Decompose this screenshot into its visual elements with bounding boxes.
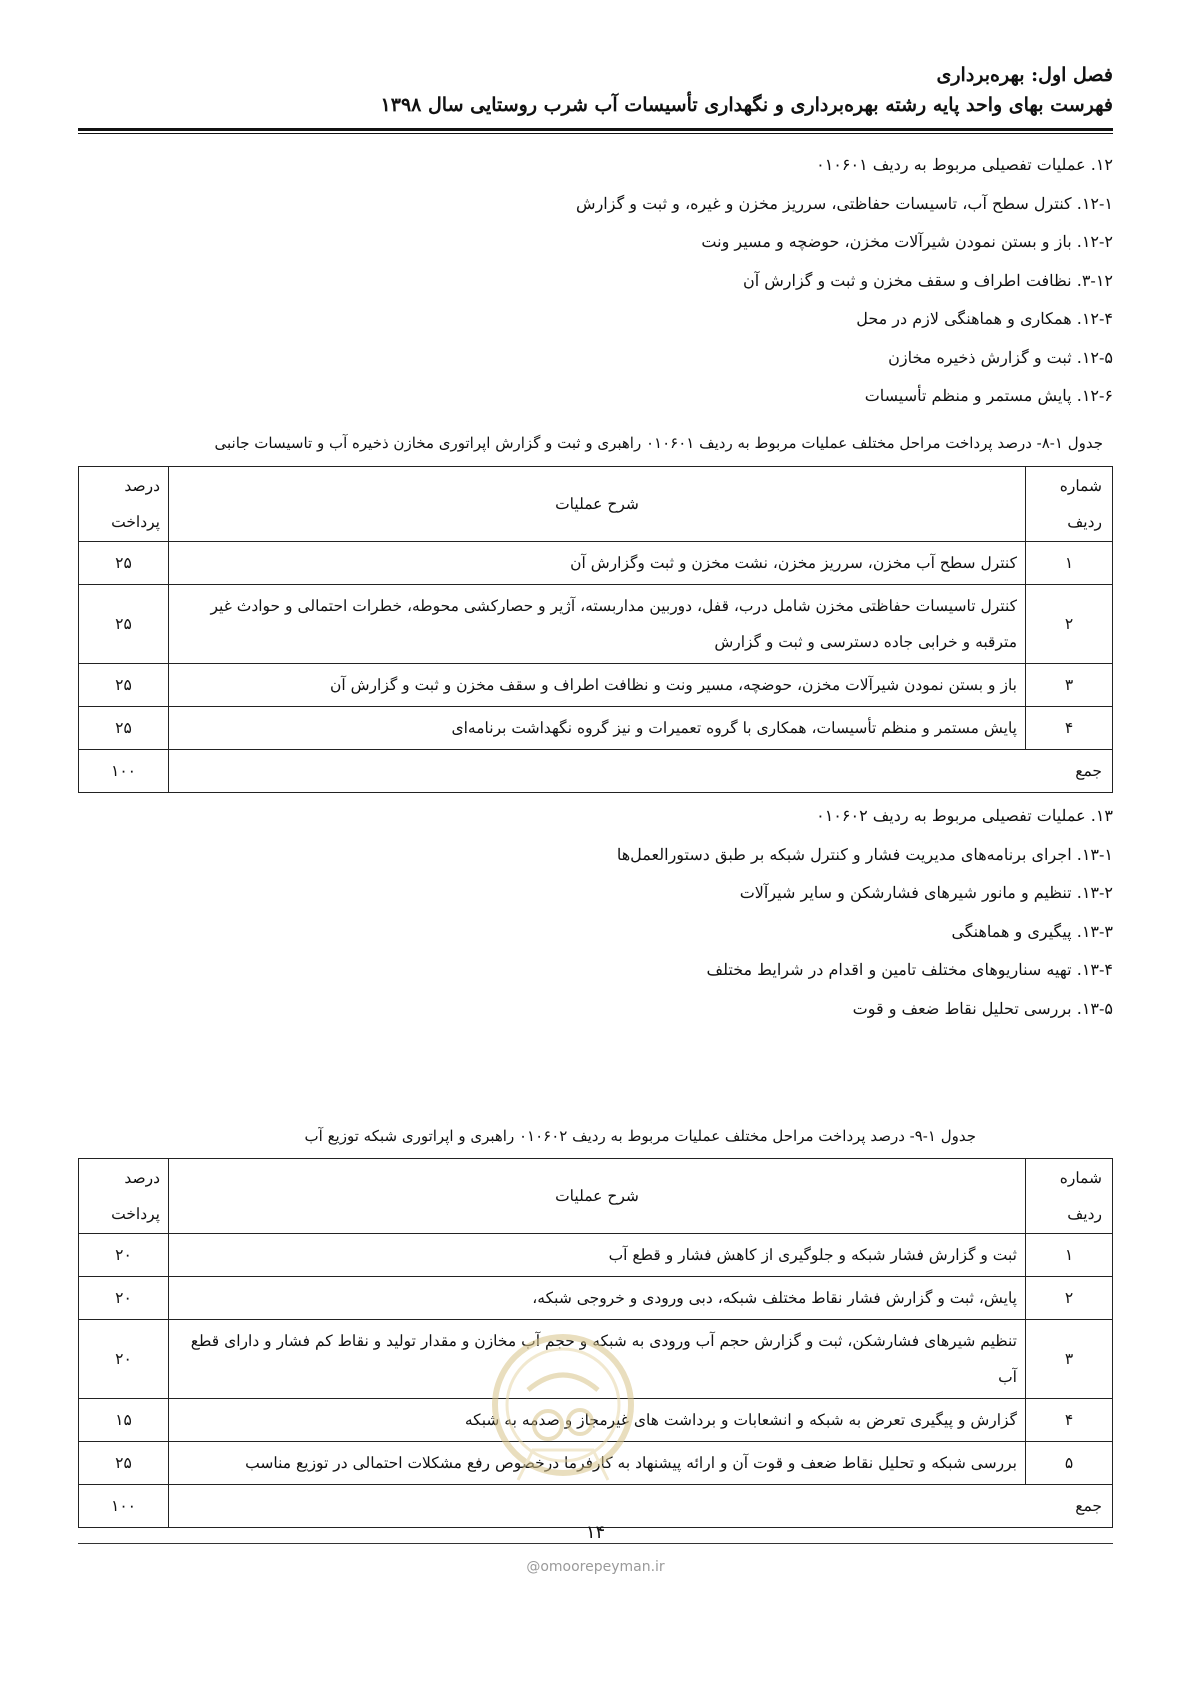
row-description: ثبت و گزارش فشار شبکه و جلوگیری از کاهش فشار و قطع آب <box>169 1234 1026 1277</box>
row-description: تنظیم شیرهای فشارشکن، ثبت و گزارش حجم آب ورودی به شبکه و حجم آب مخازن و مقدار تولید و نقاط کم فشار و دارای قطع آب <box>169 1320 1026 1399</box>
row-percent: ۲۵ <box>79 664 169 707</box>
row-percent: ۲۰ <box>79 1234 169 1277</box>
section-12-item: ۱۲-۴. همکاری و هماهنگی لازم در محل <box>856 309 1113 328</box>
table-8-caption-wrap <box>78 431 1103 455</box>
row-number: ۳ <box>1026 664 1113 707</box>
table-sum-row <box>79 750 1113 793</box>
section-13-item: ۱۳-۲. تنظیم و مانور شیرهای فشارشکن و سایر شیرآلات <box>739 883 1113 902</box>
header-label: درصد <box>124 477 160 495</box>
section-12-item: ۱۲-۱. کنترل سطح آب، تاسیسات حفاظتی، سرریز مخزن و غیره، و ثبت و گزارش <box>576 193 1113 213</box>
row-percent: ۱۵ <box>79 1399 169 1442</box>
row-percent: ۲۵ <box>79 585 169 664</box>
table-8-grid <box>78 466 1113 793</box>
header-payment-percent <box>79 467 169 542</box>
table-row <box>79 1234 1113 1277</box>
section-13-item: ۱۳-۵. بررسی تحلیل نقاط ضعف و قوت <box>852 998 1113 1018</box>
footer-rule <box>78 1543 1113 1544</box>
table-8-caption: جدول ۱-۸- درصد پرداخت مراحل مختلف عملیات مربوط به ردیف ۰۱۰۶۰۱ راهبری و ثبت و گزارش اپراتوری مخازن ذخیره آب و تاسیسات جانبی <box>214 434 1103 452</box>
sum-label: جمع <box>169 750 1113 793</box>
header-description: شرح عملیات <box>169 1159 1026 1234</box>
page-header <box>78 60 1113 120</box>
row-description: پایش، ثبت و گزارش فشار نقاط مختلف شبکه، دبی ورودی و خروجی شبکه، <box>169 1277 1026 1320</box>
section-13-item: ۱۳-۱. اجرای برنامه‌های مدیریت فشار و کنترل شبکه بر طبق دستورالعمل‌ها <box>616 844 1113 864</box>
table-9-caption-wrap <box>78 1124 976 1148</box>
table-9-caption: جدول ۱-۹- درصد پرداخت مراحل مختلف عملیات مربوط به ردیف ۰۱۰۶۰۲ راهبری و اپراتوری شبکه توزیع آب <box>304 1127 976 1145</box>
header-label: پرداخت <box>111 1205 160 1223</box>
row-description: کنترل سطح آب مخزن، سرریز مخزن، نشت مخزن و ثبت وگزارش آن <box>169 542 1026 585</box>
table-header-row <box>79 467 1113 542</box>
chapter-title: فصل اول: بهره‌برداری <box>936 64 1113 86</box>
row-description: پایش مستمر و منظم تأسیسات، همکاری با گروه تعمیرات و نیز گروه نگهداشت برنامه‌ای <box>169 707 1026 750</box>
row-number: ۳ <box>1026 1320 1113 1399</box>
section-12-item: ۱۲-۶. پایش مستمر و منظم تأسیسات <box>864 386 1113 405</box>
header-description: شرح عملیات <box>169 467 1026 542</box>
row-number: ۴ <box>1026 1399 1113 1442</box>
section-13-item: ۱۳-۳. پیگیری و هماهنگی <box>951 921 1113 941</box>
section-12-item: ۱۲-۵. ثبت و گزارش ذخیره مخازن <box>888 347 1113 367</box>
table-row <box>79 1277 1113 1320</box>
section-12-item: ۳-۱۲. نظافت اطراف و سقف مخزن و ثبت و گزارش آن <box>742 270 1113 290</box>
row-percent: ۲۰ <box>79 1277 169 1320</box>
row-description: کنترل تاسیسات حفاظتی مخزن شامل درب، قفل، دوربین مداربسته، آژیر و حصارکشی محوطه، خطرات احتمالی و حوادث غیر مترقبه و خرابی جاده دسترسی و ثبت و گزارش <box>169 585 1026 664</box>
row-description: بررسی شبکه و تحلیل نقاط ضعف و قوت آن و ارائه پیشنهاد به کارفرما درخصوص رفع مشکلات احتمالی در توزیع مناسب <box>169 1442 1026 1485</box>
row-number: ۱ <box>1026 1234 1113 1277</box>
watermark-seal-icon <box>488 1330 638 1500</box>
header-label: پرداخت <box>111 513 160 531</box>
row-number: ۲ <box>1026 1277 1113 1320</box>
section-13-item: ۱۳-۴. تهیه سناریوهای مختلف تامین و اقدام در شرایط مختلف <box>706 960 1113 979</box>
header-row-number <box>1026 1159 1113 1234</box>
section-12 <box>78 146 1113 416</box>
header-label: ردیف <box>1067 1205 1102 1223</box>
row-percent: ۲۰ <box>79 1320 169 1399</box>
row-number: ۵ <box>1026 1442 1113 1485</box>
header-label: ردیف <box>1067 513 1102 531</box>
section-12-item: ۱۲-۲. باز و بستن نمودن شیرآلات مخزن، حوضچه و مسیر ونت <box>701 232 1113 251</box>
row-description: گزارش و پیگیری تعرض به شبکه و انشعابات و برداشت های غیرمجاز و صدمه به شبکه <box>169 1399 1026 1442</box>
row-description: باز و بستن نمودن شیرآلات مخزن، حوضچه، مسیر ونت و نظافت اطراف و سقف مخزن و ثبت و گزارش آن <box>169 664 1026 707</box>
header-rule-thin <box>78 133 1113 134</box>
sum-label: جمع <box>169 1485 1113 1528</box>
table-row <box>79 707 1113 750</box>
table-row <box>79 664 1113 707</box>
row-number: ۲ <box>1026 585 1113 664</box>
sum-value: ۱۰۰ <box>79 750 169 793</box>
header-rule-thick <box>78 128 1113 131</box>
header-label: شماره <box>1059 477 1102 495</box>
watermark-text: @omoorepeyman.ir <box>526 1559 665 1575</box>
row-percent: ۲۵ <box>79 707 169 750</box>
row-percent: ۲۵ <box>79 1442 169 1485</box>
page-number: ۱۴ <box>585 1522 606 1543</box>
row-percent: ۲۵ <box>79 542 169 585</box>
document-title: فهرست بهای واحد پایه رشته بهره‌برداری و نگهداری تأسیسات آب شرب روستایی سال ۱۳۹۸ <box>380 94 1113 116</box>
table-row <box>79 542 1113 585</box>
table-header-row <box>79 1159 1113 1234</box>
section-13-heading: ۱۳. عملیات تفصیلی مربوط به ردیف ۰۱۰۶۰۲ <box>816 806 1113 825</box>
sum-value: ۱۰۰ <box>79 1485 169 1528</box>
row-number: ۱ <box>1026 542 1113 585</box>
header-label: درصد <box>124 1169 160 1187</box>
header-payment-percent <box>79 1159 169 1234</box>
table-8 <box>78 466 1113 793</box>
row-number: ۴ <box>1026 707 1113 750</box>
header-row-number <box>1026 467 1113 542</box>
header-label: شماره <box>1059 1169 1102 1187</box>
table-row <box>79 585 1113 664</box>
section-13 <box>78 797 1113 1028</box>
section-12-heading: ۱۲. عملیات تفصیلی مربوط به ردیف ۰۱۰۶۰۱ <box>816 155 1113 174</box>
